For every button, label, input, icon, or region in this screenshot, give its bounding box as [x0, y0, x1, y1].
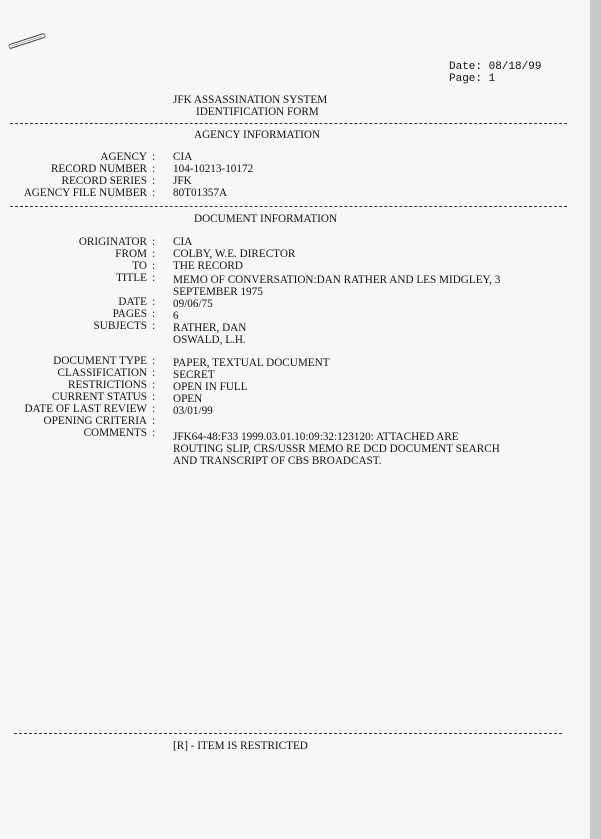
record-series-value: JFK [173, 175, 192, 187]
colon: : [152, 320, 156, 332]
comments-value-line3: AND TRANSCRIPT OF CBS BROADCAST. [173, 455, 382, 467]
opening-criteria-label: OPENING CRITERIA [43, 415, 147, 427]
colon: : [152, 260, 156, 272]
colon: : [152, 367, 156, 379]
subjects-value-line2: OSWALD, L.H. [173, 334, 246, 346]
restrictions-label: RESTRICTIONS [68, 379, 147, 391]
colon: : [152, 379, 156, 391]
document-section-heading: DOCUMENT INFORMATION [194, 213, 338, 225]
subjects-value-line1: RATHER, DAN [173, 322, 247, 334]
current-status-label: CURRENT STATUS [52, 391, 147, 403]
colon: : [152, 272, 156, 284]
colon: : [152, 308, 156, 320]
colon: : [152, 391, 156, 403]
colon: : [152, 187, 156, 199]
divider-bottom [14, 733, 562, 734]
to-value: THE RECORD [173, 260, 243, 272]
document-type-value: PAPER, TEXTUAL DOCUMENT [173, 357, 330, 369]
scan-edge [590, 0, 601, 839]
colon: : [152, 415, 156, 427]
record-number-label: RECORD NUMBER [50, 163, 147, 175]
staple-mark-icon [8, 32, 46, 49]
date-value: 09/06/75 [173, 298, 213, 310]
restricted-footnote: [R] - ITEM IS RESTRICTED [173, 740, 308, 752]
agency-file-number-value: 80T01357A [173, 187, 228, 199]
colon: : [152, 151, 156, 163]
document-type-label: DOCUMENT TYPE [53, 355, 147, 367]
comments-value-line1: JFK64-48:F33 1999.03.01.10:09:32:123120: ATTACHED ARE [173, 431, 459, 443]
form-subtitle: IDENTIFICATION FORM [196, 106, 319, 118]
agency-section-heading: AGENCY INFORMATION [194, 129, 321, 141]
restrictions-value: OPEN IN FULL [173, 381, 248, 393]
originator-value: CIA [173, 236, 193, 248]
comments-label: COMMENTS [83, 427, 147, 439]
colon: : [152, 163, 156, 175]
colon: : [152, 403, 156, 415]
title-value-line1: MEMO OF CONVERSATION:DAN RATHER AND LES MIDGLEY, 3 [173, 274, 501, 286]
form-title: JFK ASSASSINATION SYSTEM [173, 94, 328, 106]
colon: : [152, 427, 156, 439]
print-date: Date: 08/18/99 [449, 61, 542, 73]
page-number: Page: 1 [449, 73, 496, 85]
divider-top [10, 123, 567, 124]
classification-label: CLASSIFICATION [57, 367, 147, 379]
colon: : [152, 355, 156, 367]
last-review-value: 03/01/99 [173, 405, 213, 417]
pages-value: 6 [173, 310, 179, 322]
date-label: DATE [118, 296, 147, 308]
from-label: FROM [115, 248, 147, 260]
agency-label: AGENCY [100, 151, 147, 163]
record-series-label: RECORD SERIES [61, 175, 147, 187]
agency-value: CIA [173, 151, 193, 163]
from-value: COLBY, W.E. DIRECTOR [173, 248, 296, 260]
originator-label: ORIGINATOR [78, 236, 147, 248]
comments-value-line2: ROUTING SLIP, CRS/USSR MEMO RE DCD DOCUMENT SEARCH [173, 443, 500, 455]
agency-file-number-label: AGENCY FILE NUMBER [23, 187, 147, 199]
divider-middle [10, 206, 567, 207]
colon: : [152, 296, 156, 308]
last-review-label: DATE OF LAST REVIEW [24, 403, 147, 415]
colon: : [152, 175, 156, 187]
record-number-value: 104-10213-10172 [173, 163, 254, 175]
colon: : [152, 236, 156, 248]
title-value-line2: SEPTEMBER 1975 [173, 286, 263, 298]
current-status-value: OPEN [173, 393, 203, 405]
to-label: TO [132, 260, 147, 272]
pages-label: PAGES [112, 308, 147, 320]
title-label: TITLE [115, 272, 147, 284]
colon: : [152, 248, 156, 260]
classification-value: SECRET [173, 369, 215, 381]
subjects-label: SUBJECTS [93, 320, 147, 332]
